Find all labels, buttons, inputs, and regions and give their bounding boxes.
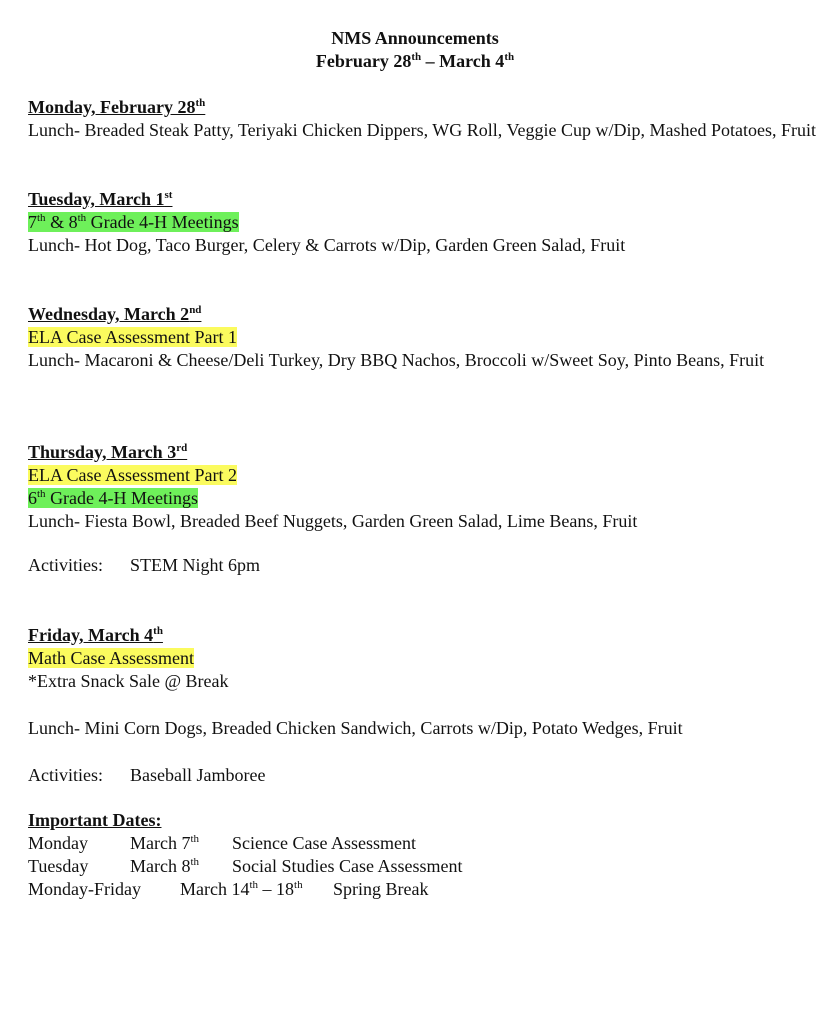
announcement-document xyxy=(28,27,818,901)
tuesday-section xyxy=(28,188,818,257)
thursday-section xyxy=(28,441,818,577)
event-ela-part-2: ELA Case Assessment Part 2 xyxy=(28,465,237,485)
lunch-menu-monday: Lunch- Breaded Steak Patty, Teriyaki Chicken Dippers, WG Roll, Veggie Cup w/Dip, Mashed Potatoes, Fruit xyxy=(28,120,816,140)
document-title: NMS Announcements xyxy=(331,28,499,48)
important-dates-section xyxy=(28,809,818,901)
important-date-row: Monday-Friday March 14th – 18th Spring Break xyxy=(28,879,429,899)
important-date-row: Monday March 7th Science Case Assessment xyxy=(28,833,416,853)
day-heading-thursday: Thursday, March 3rd xyxy=(28,442,188,462)
lunch-menu-tuesday: Lunch- Hot Dog, Taco Burger, Celery & Carrots w/Dip, Garden Green Salad, Fruit xyxy=(28,235,626,255)
day-heading-wednesday: Wednesday, March 2nd xyxy=(28,304,202,324)
day-heading-friday: Friday, March 4th xyxy=(28,625,163,645)
snack-sale-note: *Extra Snack Sale @ Break xyxy=(28,671,229,691)
event-4h-meetings-6: 6th Grade 4-H Meetings xyxy=(28,488,199,508)
friday-section xyxy=(28,624,818,787)
week-range: February 28th – March 4th xyxy=(315,51,515,71)
monday-section xyxy=(28,96,818,142)
event-4h-meetings-7-8: 7th & 8th Grade 4-H Meetings xyxy=(28,212,239,232)
activities-thursday: Activities: STEM Night 6pm xyxy=(28,555,261,575)
important-date-row: Tuesday March 8th Social Studies Case Assessment xyxy=(28,856,463,876)
lunch-menu-thursday: Lunch- Fiesta Bowl, Breaded Beef Nuggets, Garden Green Salad, Lime Beans, Fruit xyxy=(28,511,638,531)
important-dates-heading: Important Dates: xyxy=(28,810,162,830)
lunch-menu-friday: Lunch- Mini Corn Dogs, Breaded Chicken Sandwich, Carrots w/Dip, Potato Wedges, Fruit xyxy=(28,718,683,738)
wednesday-section xyxy=(28,303,818,372)
day-heading-monday: Monday, February 28th xyxy=(28,97,206,117)
lunch-menu-wednesday: Lunch- Macaroni & Cheese/Deli Turkey, Dry BBQ Nachos, Broccoli w/Sweet Soy, Pinto Beans, Fruit xyxy=(28,350,765,370)
event-math-assessment: Math Case Assessment xyxy=(28,648,194,668)
activities-friday: Activities: Baseball Jamboree xyxy=(28,765,266,785)
event-ela-part-1: ELA Case Assessment Part 1 xyxy=(28,327,237,347)
document-header xyxy=(28,27,802,73)
day-heading-tuesday: Tuesday, March 1st xyxy=(28,189,173,209)
